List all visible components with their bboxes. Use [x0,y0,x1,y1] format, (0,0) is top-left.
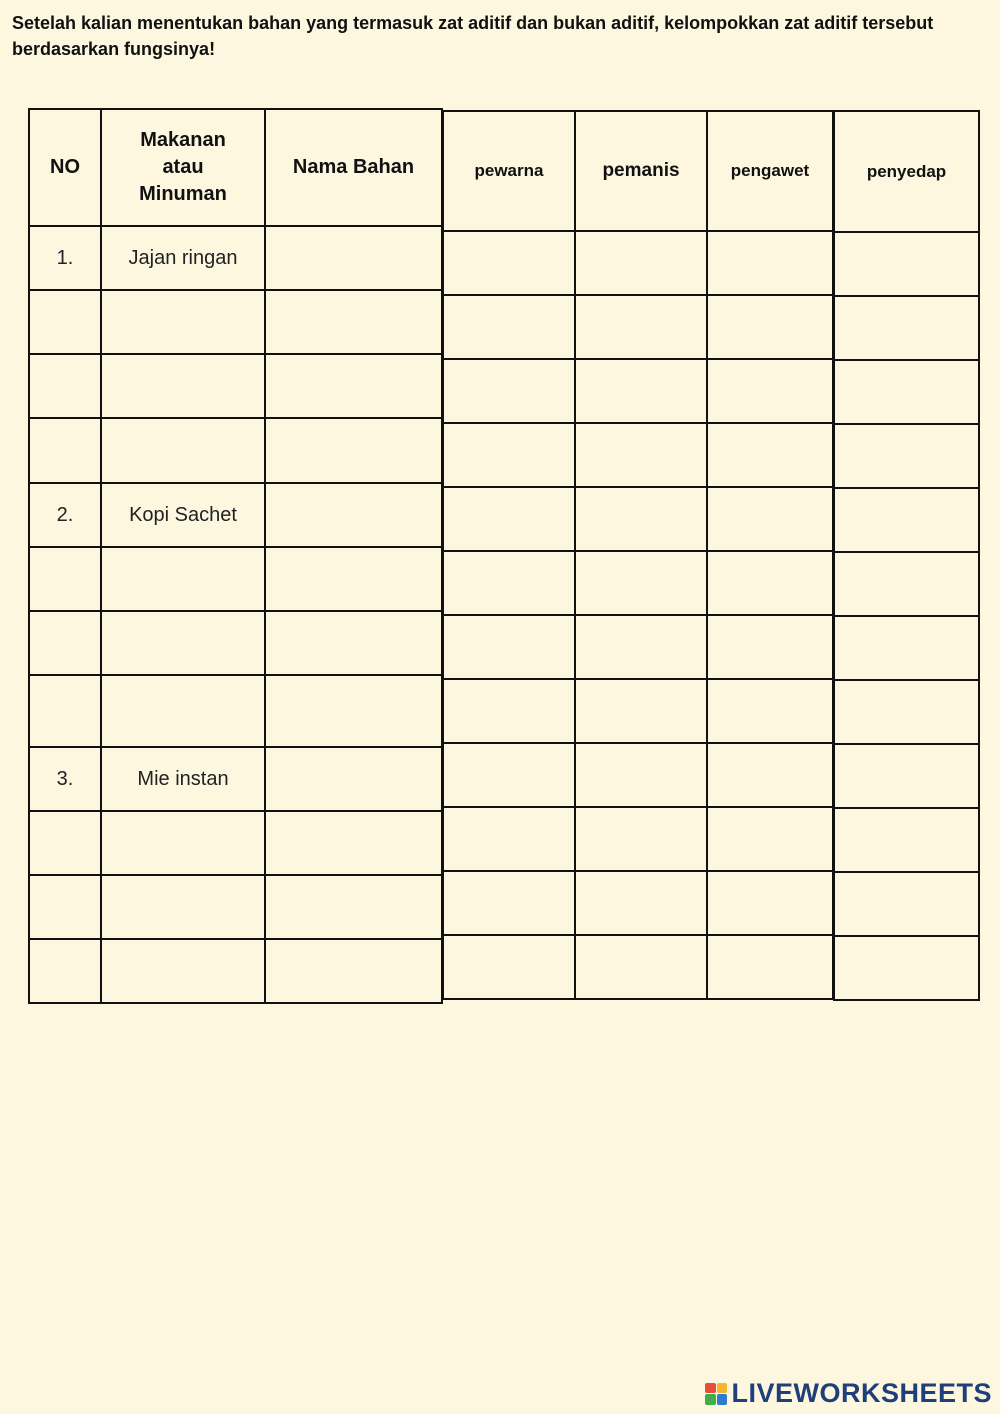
row-food-item: Kopi Sachet [101,483,265,547]
liveworksheets-logo [705,1378,992,1409]
row-nama-bahan-input[interactable] [265,611,442,675]
row-nama-bahan-input[interactable] [265,226,442,290]
table-row [834,232,979,296]
cell-pewarna-input[interactable] [443,679,575,743]
header-makanan: Makanan atau Minuman [101,109,265,226]
table-row [29,747,442,811]
table-row [834,424,979,488]
cell-penyedap-input[interactable] [834,360,979,424]
row-number: 1. [29,226,101,290]
additive-table [442,110,834,1000]
table-row [834,744,979,808]
row-food-item: Jajan ringan [101,226,265,290]
row-nama-bahan-input[interactable] [265,418,442,483]
cell-pewarna-input[interactable] [443,743,575,807]
row-number [29,290,101,354]
table-row [29,611,442,675]
table-row [834,488,979,552]
table-row [834,680,979,744]
row-food-item [101,675,265,747]
cell-penyedap-input[interactable] [834,488,979,552]
cell-pengawet-input[interactable] [707,231,833,295]
row-food-item [101,939,265,1003]
table-row [834,808,979,872]
header-pengawet: pengawet [707,111,833,231]
penyedap-table [833,110,980,1001]
table-row [443,295,833,359]
table-row [29,354,442,418]
table-row [29,483,442,547]
cell-pengawet-input[interactable] [707,743,833,807]
instruction-text: Setelah kalian menentukan bahan yang termasuk zat aditif dan bukan aditif, kelompokkan zat aditif tersebut berdasarkan fungsinya! [12,13,934,59]
cell-pemanis-input[interactable] [575,295,707,359]
cell-pemanis-input[interactable] [575,423,707,487]
cell-pengawet-input[interactable] [707,551,833,615]
row-food-item [101,611,265,675]
cell-pewarna-input[interactable] [443,359,575,423]
cell-pemanis-input[interactable] [575,743,707,807]
cell-pengawet-input[interactable] [707,359,833,423]
cell-penyedap-input[interactable] [834,872,979,936]
header-pemanis: pemanis [575,111,707,231]
table-row [443,487,833,551]
cell-pewarna-input[interactable] [443,231,575,295]
cell-pengawet-input[interactable] [707,871,833,935]
row-food-item [101,354,265,418]
row-number [29,354,101,418]
table-row [443,423,833,487]
food-table [28,108,443,1004]
cell-pengawet-input[interactable] [707,679,833,743]
row-food-item [101,875,265,939]
row-nama-bahan-input[interactable] [265,939,442,1003]
row-number [29,611,101,675]
table-row [443,615,833,679]
cell-pemanis-input[interactable] [575,871,707,935]
row-food-item: Mie instan [101,747,265,811]
row-nama-bahan-input[interactable] [265,483,442,547]
table-row [443,359,833,423]
row-nama-bahan-input[interactable] [265,675,442,747]
cell-pewarna-input[interactable] [443,551,575,615]
cell-penyedap-input[interactable] [834,424,979,488]
table-row [834,360,979,424]
table-row [834,552,979,616]
cell-penyedap-input[interactable] [834,744,979,808]
table-row [29,226,442,290]
cell-pemanis-input[interactable] [575,231,707,295]
cell-pengawet-input[interactable] [707,935,833,999]
cell-penyedap-input[interactable] [834,616,979,680]
table-row [443,231,833,295]
row-nama-bahan-input[interactable] [265,547,442,611]
row-number [29,418,101,483]
table-row [834,296,979,360]
table-row [834,872,979,936]
cell-pewarna-input[interactable] [443,935,575,999]
row-nama-bahan-input[interactable] [265,354,442,418]
table-row [29,675,442,747]
cell-pemanis-input[interactable] [575,487,707,551]
header-penyedap: penyedap [834,111,979,232]
row-number [29,547,101,611]
cell-pengawet-input[interactable] [707,423,833,487]
table-row [834,936,979,1000]
cell-penyedap-input[interactable] [834,680,979,744]
row-number: 2. [29,483,101,547]
cell-pemanis-input[interactable] [575,807,707,871]
liveworksheets-icon [705,1383,727,1405]
cell-penyedap-input[interactable] [834,296,979,360]
table-row [29,811,442,875]
cell-pewarna-input[interactable] [443,295,575,359]
table-row [29,939,442,1003]
table-row [29,875,442,939]
row-nama-bahan-input[interactable] [265,811,442,875]
table-row [834,616,979,680]
table-row [29,290,442,354]
row-number [29,811,101,875]
cell-penyedap-input[interactable] [834,552,979,616]
row-number: 3. [29,747,101,811]
cell-pemanis-input[interactable] [575,679,707,743]
cell-pengawet-input[interactable] [707,615,833,679]
table-row [443,551,833,615]
cell-pengawet-input[interactable] [707,807,833,871]
cell-pemanis-input[interactable] [575,551,707,615]
cell-pengawet-input[interactable] [707,295,833,359]
table-row [29,547,442,611]
row-food-item [101,290,265,354]
row-number [29,675,101,747]
cell-penyedap-input[interactable] [834,936,979,1000]
cell-pewarna-input[interactable] [443,807,575,871]
table-row [443,743,833,807]
cell-pemanis-input[interactable] [575,935,707,999]
row-number [29,875,101,939]
table-row [443,935,833,999]
cell-pemanis-input[interactable] [575,359,707,423]
row-nama-bahan-input[interactable] [265,290,442,354]
cell-pewarna-input[interactable] [443,871,575,935]
header-nama-bahan: Nama Bahan [265,109,442,226]
table-row [443,871,833,935]
header-no: NO [29,109,101,226]
row-nama-bahan-input[interactable] [265,875,442,939]
cell-penyedap-input[interactable] [834,808,979,872]
row-food-item [101,418,265,483]
cell-penyedap-input[interactable] [834,232,979,296]
table-row [443,679,833,743]
row-food-item [101,547,265,611]
cell-pewarna-input[interactable] [443,615,575,679]
header-pewarna: pewarna [443,111,575,231]
brand-name: LIVEWORKSHEETS [731,1378,992,1408]
table-row [443,807,833,871]
cell-pengawet-input[interactable] [707,487,833,551]
cell-pewarna-input[interactable] [443,423,575,487]
row-nama-bahan-input[interactable] [265,747,442,811]
table-row [29,418,442,483]
row-food-item [101,811,265,875]
row-number [29,939,101,1003]
cell-pemanis-input[interactable] [575,615,707,679]
cell-pewarna-input[interactable] [443,487,575,551]
